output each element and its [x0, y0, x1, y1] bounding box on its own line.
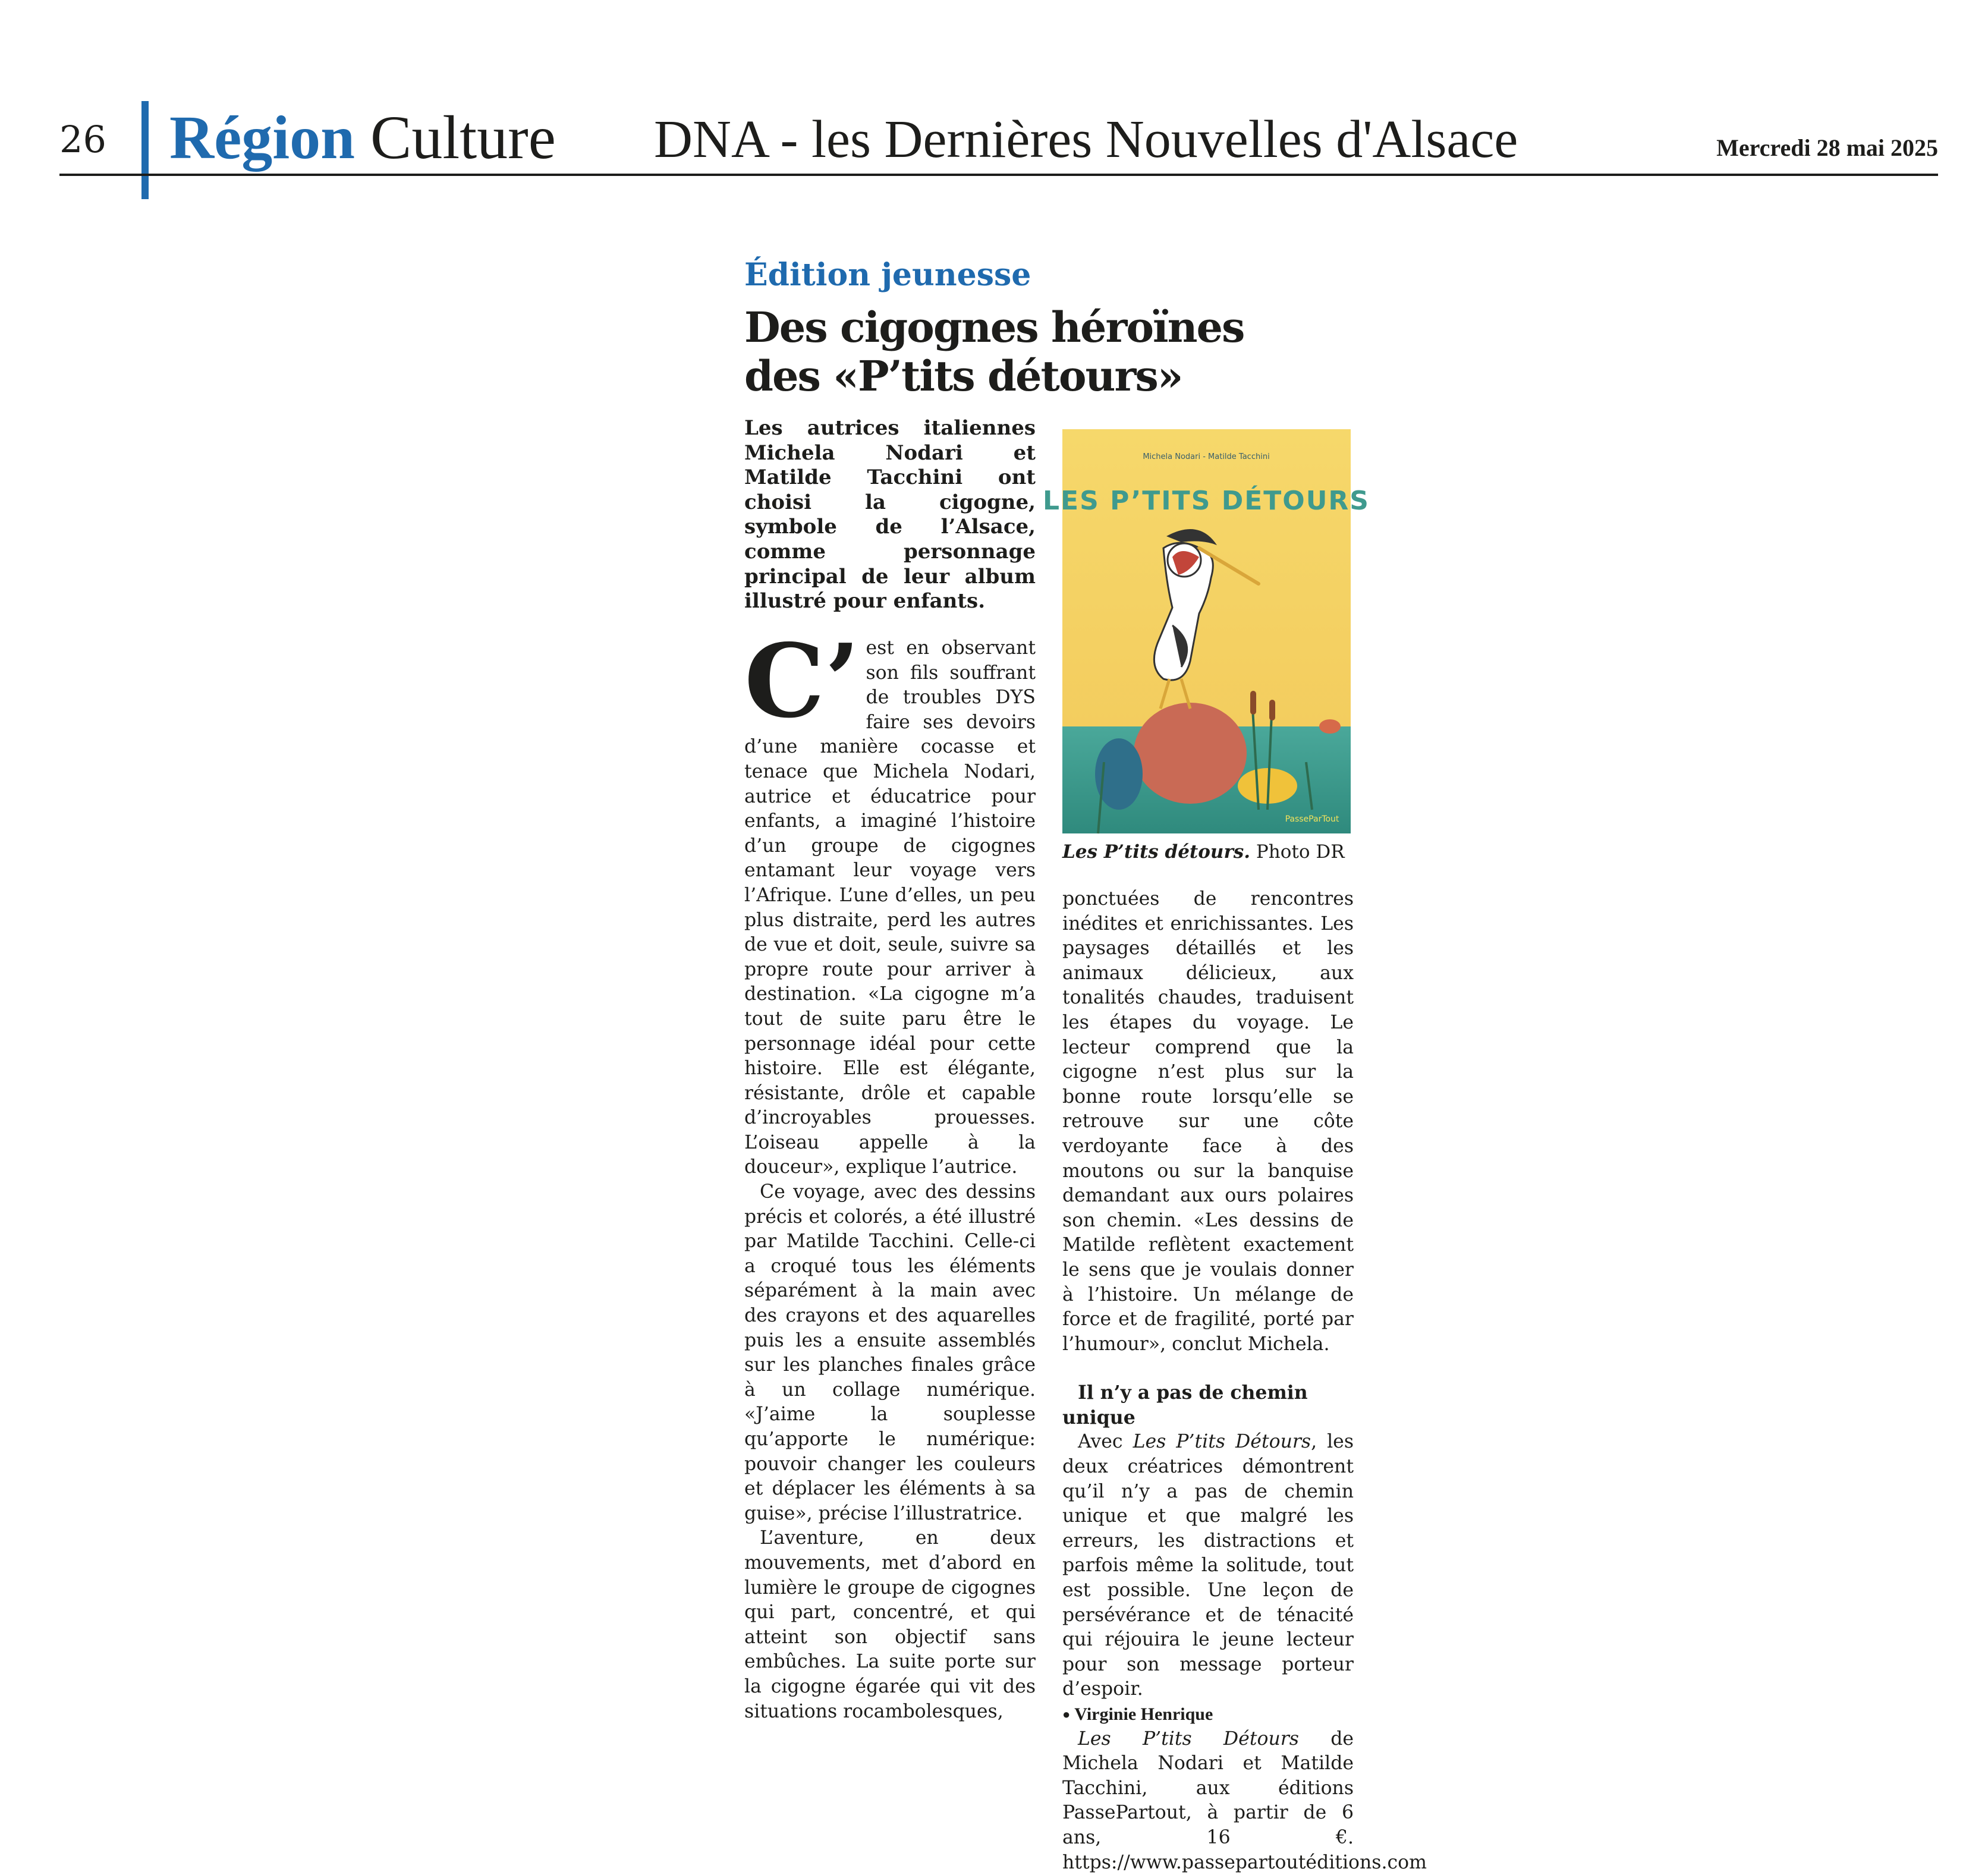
paragraph-4-text: , les deux créatrices démontrent qu’il n’y a pas de chemin unique et que malgré les erreurs, les distractions et parfois même la solitude, tout est possible. Une leçon de persévérance et de ténacité qui réjouira le jeune lecteur pour son message porteur d’espoir.	[1062, 1431, 1354, 1700]
book-cover-image	[1043, 429, 1370, 833]
cover-title: LES P’TITS DÉTOURS	[1043, 486, 1370, 516]
article-lead: Les autrices italiennes Michela Nodari et Matilde Tacchini ont choisi la cigogne, symbole de l’Alsace, comme personnage principal de leur album illustré pour enfants.	[744, 416, 1036, 614]
header-rule	[59, 174, 1938, 176]
book-info-text: de Michela Nodari et Matilde Tacchini, aux éditions PassePartout, à partir de 6 ans, 16 €. https://www.passepartoutéditions.com	[1062, 1728, 1427, 1873]
rock-shape	[1319, 719, 1341, 734]
article-column-2	[1062, 887, 1427, 1875]
cattail-icon	[1269, 700, 1275, 721]
paragraph-3: L’aventure, en deux mouvements, met d’abord en lumière le groupe de cigognes qui part, concentré, et qui atteint son objectif sans embûches. La suite porte sur la cigogne égarée qui vit des situations rocambolesques,	[744, 1527, 1036, 1722]
section-name: Région	[169, 103, 355, 172]
section-marker-bar	[141, 101, 149, 199]
paragraph-1	[744, 622, 1036, 1180]
author-name: Virginie Henrique	[1074, 1704, 1213, 1724]
article-byline	[1062, 1702, 1354, 1727]
cattail-icon	[1250, 691, 1256, 715]
article-subhead: Il n’y a pas de chemin unique	[1062, 1382, 1308, 1429]
article-column-1	[744, 622, 1036, 1724]
article-kicker: Édition jeunesse	[744, 257, 1031, 293]
drop-cap: C’	[744, 622, 860, 741]
book-info-title: Les P’tits Détours	[1078, 1728, 1299, 1750]
headline-line-2: des «P’tits détours»	[744, 351, 1182, 401]
headline-line-1: Des cigognes héroïnes	[744, 303, 1244, 352]
paragraph-3-continued: ponctuées de rencontres inédites et enrichissantes. Les paysages détaillés et les animaux délicieux, aux tonalités chaudes, traduisent les étapes du voyage. Le lecteur comprend que la cigogne n’est plus sur la bonne route lorsqu’elle se retrouve sur une côte verdoyante face à des moutons ou sur la banquise demandant aux ours polaires son chemin. «Les dessins de Matilde reflètent exactement le sens que je voulais donner à l’histoire. Un mélange de force et de fragilité, porté par l’humour», conclut Michela.	[1062, 888, 1354, 1355]
caption-credit: Photo DR	[1256, 841, 1345, 863]
image-caption	[1062, 839, 1372, 864]
cover-authors: Michela Nodari - Matilde Tacchini	[1143, 452, 1270, 461]
page-number: 26	[59, 118, 106, 161]
section-rubric: Culture	[370, 103, 556, 172]
paragraph-1-text: est en observant son fils souffrant de troubles DYS faire ses devoirs d’une manière cocasse et tenace que Michela Nodari, autrice et éducatrice pour enfants, a imaginé l’histoire d’un groupe de cigognes entamant leur voyage vers l’Afrique. L’une d’elles, un peu plus distraite, perd les autres de vue et doit, seule, suivre sa propre route pour arriver à destination. «La cigogne m’a tout de suite paru être le personnage idéal pour cette histoire. Elle est élégante, résistante, drôle et capable d’incroyables prouesses. L’oiseau appelle à la douceur», explique l’autrice.	[744, 637, 1036, 1178]
cover-publisher: PasseParTout	[1285, 814, 1339, 824]
paragraph-4-start: Avec	[1078, 1431, 1133, 1453]
rock-shape	[1134, 703, 1247, 804]
paragraph-2: Ce voyage, avec des dessins précis et colorés, a été illustré par Matilde Tacchini. Celle-ci a croqué tous les éléments séparément à la main avec des crayons et des aquarelles puis les a ensuite assemblés sur les planches finales grâce à un collage numérique. «J’aime la souplesse qu’apporte le numérique: pouvoir changer les couleurs et déplacer les éléments à sa guise», précise l’illustratrice.	[744, 1181, 1036, 1524]
section-title	[169, 102, 556, 174]
book-info	[1062, 1727, 1427, 1875]
issue-date: Mercredi 28 mai 2025	[1716, 134, 1938, 161]
newspaper-masthead: DNA - les Dernières Nouvelles d'Alsace	[654, 110, 1518, 169]
paragraph-4	[1062, 1430, 1354, 1702]
caption-title: Les P’tits détours.	[1062, 841, 1251, 863]
paragraph-4-book-title: Les P’tits Détours	[1133, 1431, 1311, 1453]
article-headline	[744, 303, 1279, 401]
bullet-icon: ●	[1062, 1707, 1071, 1722]
